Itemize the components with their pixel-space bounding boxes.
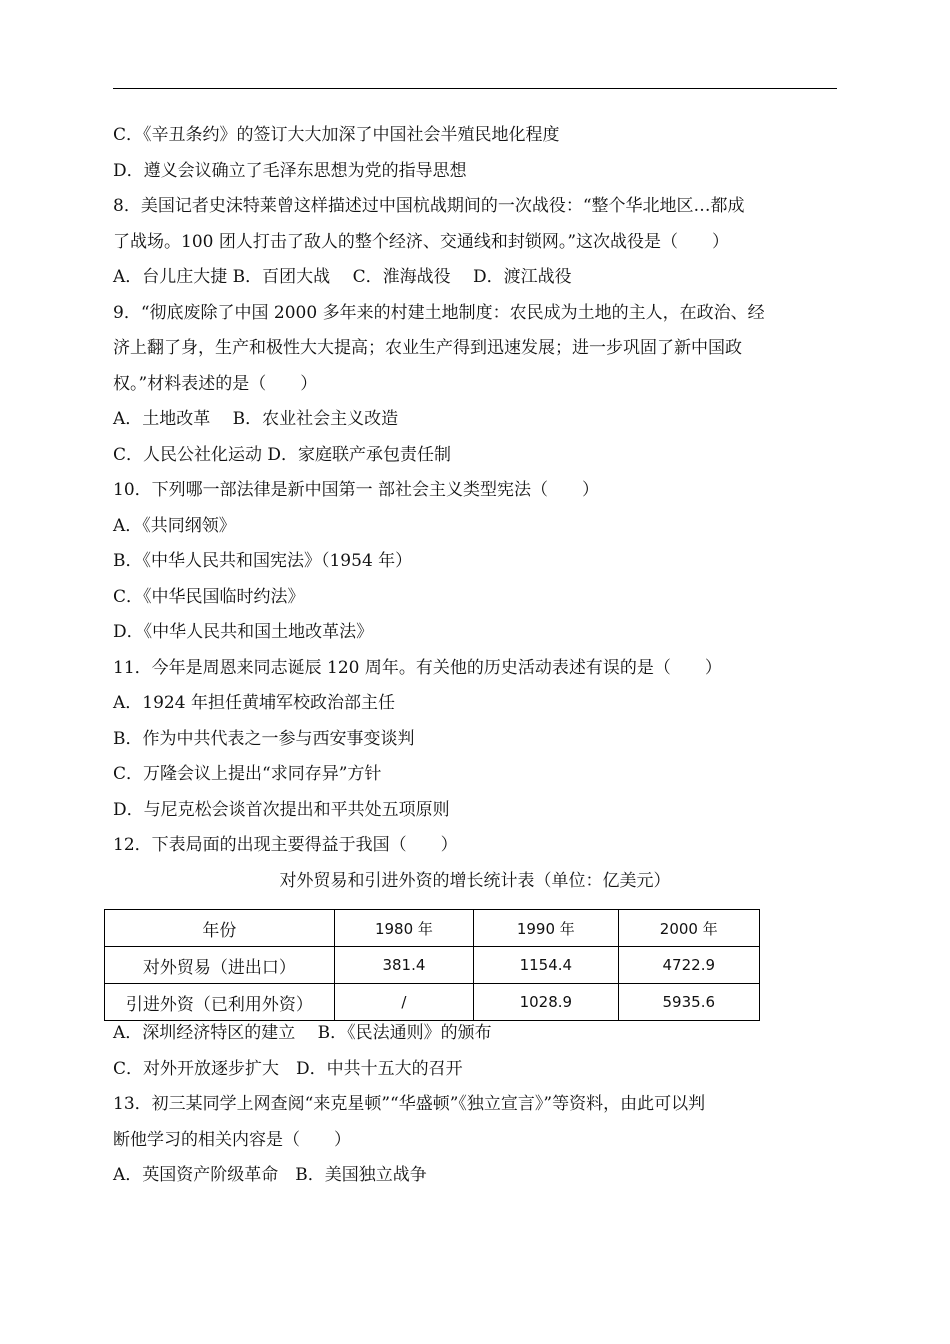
table-cell: 5935.6 xyxy=(618,984,759,1021)
table-cell: 1154.4 xyxy=(474,947,618,984)
question-10-option-c: C．《中华民国临时约法》 xyxy=(113,586,305,607)
question-12-options-cd: C．对外开放逐步扩大 D．中共十五大的召开 xyxy=(113,1058,463,1079)
option-line: C．《辛丑条约》的签订大大加深了中国社会半殖民地化程度 xyxy=(113,125,560,145)
question-12-options-ab: A．深圳经济特区的建立 B．《民法通则》的颁布 xyxy=(113,1023,492,1043)
table-header-cell: 年份 xyxy=(105,910,335,947)
question-10: 10．下列哪一部法律是新中国第一 部社会主义类型宪法（ ） xyxy=(113,480,600,500)
question-9-line-2: 济上翻了身，生产和极性大大提高；农业生产得到迅速发展；进一步巩固了新中国政 xyxy=(113,338,742,358)
question-9-options-cd: C．人民公社化运动 D．家庭联产承包责任制 xyxy=(113,444,452,465)
table-header-cell: 2000 年 xyxy=(618,910,759,947)
table-cell: 引进外资（已利用外资） xyxy=(105,984,335,1021)
question-10-option-a: A．《共同纲领》 xyxy=(113,515,236,536)
question-text-top xyxy=(113,118,837,899)
question-9-options-ab: A．土地改革 B．农业社会主义改造 xyxy=(113,409,399,429)
question-text-bottom xyxy=(113,1016,837,1194)
question-10-option-b: B．《中华人民共和国宪法》（1954 年） xyxy=(113,551,413,571)
question-11-option-c: C．万隆会议上提出“求同存异”方针 xyxy=(113,764,382,784)
table-header-cell: 1990 年 xyxy=(474,910,618,947)
question-12: 12．下表局面的出现主要得益于我国（ ） xyxy=(113,835,458,855)
question-8-line-1: 8．美国记者史沫特莱曾这样描述过中国杭战期间的一次战役：“整个华北地区…都成 xyxy=(113,196,745,216)
table-cell: 1028.9 xyxy=(474,984,618,1021)
table-cell: 381.4 xyxy=(334,947,473,984)
question-13-line-1: 13．初三某同学上网查阅“来克星顿”“华盛顿”《独立宣言》”等资料，由此可以判 xyxy=(113,1094,706,1114)
question-13-options: A．英国资产阶级革命 B．美国独立战争 xyxy=(113,1165,427,1185)
table-header-row xyxy=(105,910,760,947)
question-10-option-d: D．《中华人民共和国土地改革法》 xyxy=(113,622,374,642)
question-9-line-1: 9．“彻底废除了中国 2000 多年来的村建土地制度：农民成为土地的主人，在政治、经 xyxy=(113,302,765,323)
table-cell: 对外贸易（进出口） xyxy=(105,947,335,984)
question-8-options: A．台儿庄大捷 B．百团大战 C．淮海战役 D．渡江战役 xyxy=(113,267,572,287)
table-header-cell: 1980 年 xyxy=(334,910,473,947)
statistics-table xyxy=(104,909,760,1021)
question-11-option-d: D．与尼克松会谈首次提出和平共处五项原则 xyxy=(113,799,450,820)
header-rule xyxy=(113,88,837,89)
question-8-line-2: 了战场。100 团人打击了敌人的整个经济、交通线和封锁网。”这次战役是（ ） xyxy=(113,231,730,252)
table-cell: 4722.9 xyxy=(618,947,759,984)
question-13-line-2: 断他学习的相关内容是（ ） xyxy=(113,1129,351,1150)
question-11-option-a: A．1924 年担任黄埔军校政治部主任 xyxy=(113,693,395,713)
table-cell: / xyxy=(334,984,473,1021)
question-11-option-b: B．作为中共代表之一参与西安事变谈判 xyxy=(113,728,415,749)
table-row xyxy=(105,947,760,984)
table-caption: 对外贸易和引进外资的增长统计表（单位：亿美元） xyxy=(279,870,671,891)
table-row xyxy=(105,984,760,1021)
question-9-line-3: 权。”材料表述的是（ ） xyxy=(113,373,318,394)
question-11: 11．今年是周恩来同志诞辰 120 周年。有关他的历史活动表述有误的是（ ） xyxy=(113,657,722,678)
option-line: D．遵义会议确立了毛泽东思想为党的指导思想 xyxy=(113,160,467,181)
